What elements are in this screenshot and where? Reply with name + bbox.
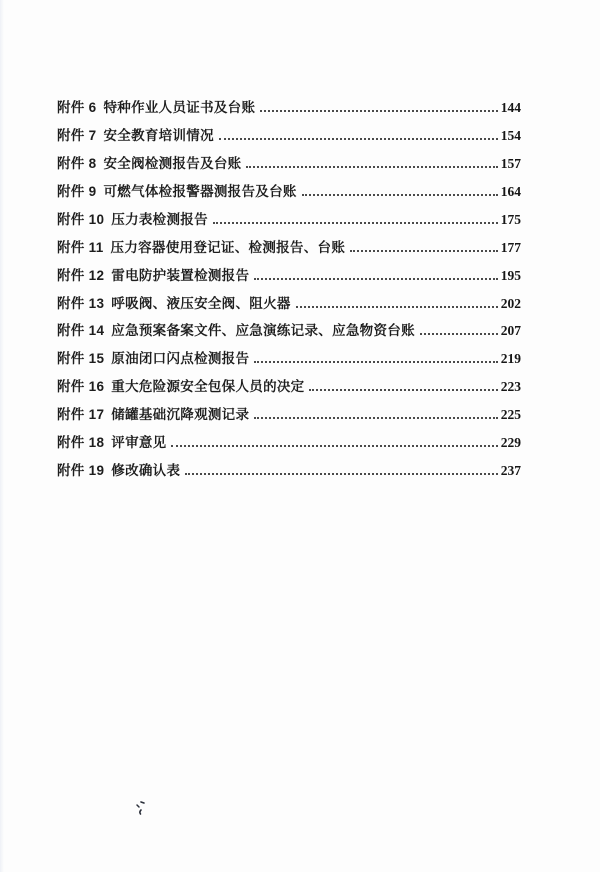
dot-leader — [309, 389, 497, 391]
toc-entry-title: 重大危险源安全包保人员的决定 — [111, 379, 305, 395]
toc-row — [57, 205, 521, 233]
toc-entry-title: 安全阀检测报告及台账 — [103, 155, 242, 171]
toc-entry-label: 附件 17 — [57, 407, 105, 423]
toc-entry-title: 应急预案备案文件、应急演练记录、应急物资台账 — [111, 323, 415, 339]
dot-leader — [219, 138, 498, 140]
toc-row — [57, 456, 521, 484]
toc-row — [57, 93, 521, 121]
toc-entry-label: 附件 13 — [57, 295, 105, 311]
toc-row — [57, 400, 521, 428]
toc-entry-page-number: 229 — [500, 435, 521, 451]
ink-smudge-mark — [132, 799, 148, 819]
toc-row — [57, 149, 521, 177]
toc-row — [57, 261, 521, 289]
toc-entry-label: 附件 16 — [57, 379, 105, 395]
toc-entry-label: 附件 12 — [57, 267, 105, 283]
toc-entry-label: 附件 19 — [57, 463, 105, 479]
toc-entry-page-number: 202 — [500, 295, 521, 311]
toc-entry-page-number: 223 — [500, 379, 521, 395]
toc-entry-page-number: 157 — [500, 155, 521, 171]
toc-entry-page-number: 219 — [500, 351, 521, 367]
table-of-contents — [57, 93, 521, 484]
toc-entry-label: 附件 10 — [57, 211, 105, 227]
toc-entry-page-number: 175 — [500, 211, 521, 227]
toc-row — [57, 177, 521, 205]
toc-row — [57, 289, 521, 317]
toc-entry-title: 压力容器使用登记证、检测报告、台账 — [110, 239, 346, 255]
toc-entry-label: 附件 11 — [57, 239, 104, 255]
toc-entry-title: 特种作业人员证书及台账 — [103, 99, 256, 115]
toc-row — [57, 233, 521, 261]
dot-leader — [254, 417, 497, 419]
toc-entry-page-number: 225 — [500, 407, 521, 423]
dot-leader — [420, 333, 498, 335]
toc-entry-page-number: 177 — [500, 239, 521, 255]
toc-entry-label: 附件 18 — [57, 435, 105, 451]
toc-entry-page-number: 154 — [500, 127, 521, 143]
dot-leader — [296, 306, 498, 308]
toc-entry-title: 评审意见 — [111, 435, 167, 451]
toc-row — [57, 344, 521, 372]
dot-leader — [246, 166, 497, 168]
dot-leader — [171, 445, 497, 447]
toc-row — [57, 428, 521, 456]
toc-entry-page-number: 144 — [500, 99, 521, 115]
toc-entry-title: 压力表检测报告 — [111, 211, 208, 227]
toc-entry-label: 附件 8 — [57, 155, 97, 171]
toc-entry-title: 呼吸阀、液压安全阀、阻火器 — [111, 295, 291, 311]
toc-entry-label: 附件 15 — [57, 351, 105, 367]
toc-entry-label: 附件 9 — [57, 183, 97, 199]
toc-row — [57, 121, 521, 149]
toc-entry-label: 附件 7 — [57, 127, 97, 143]
toc-entry-page-number: 207 — [500, 323, 521, 339]
toc-entry-page-number: 164 — [500, 183, 521, 199]
dot-leader — [350, 250, 498, 252]
dot-leader — [185, 473, 497, 475]
toc-entry-label: 附件 6 — [57, 99, 97, 115]
dot-leader — [260, 110, 497, 112]
toc-entry-title: 安全教育培训情况 — [103, 127, 214, 143]
dot-leader — [254, 361, 497, 363]
toc-entry-title: 储罐基础沉降观测记录 — [111, 407, 250, 423]
toc-row — [57, 372, 521, 400]
dot-leader — [302, 194, 498, 196]
toc-row — [57, 317, 521, 345]
dot-leader — [213, 222, 498, 224]
toc-entry-label: 附件 14 — [57, 323, 105, 339]
toc-entry-title: 可燃气体检报警器测报告及台账 — [103, 183, 297, 199]
toc-entry-title: 原油闭口闪点检测报告 — [111, 351, 250, 367]
toc-entry-page-number: 195 — [500, 267, 521, 283]
toc-entry-title: 雷电防护装置检测报告 — [111, 267, 250, 283]
dot-leader — [254, 278, 497, 280]
toc-entry-title: 修改确认表 — [111, 463, 181, 479]
toc-entry-page-number: 237 — [500, 463, 521, 479]
